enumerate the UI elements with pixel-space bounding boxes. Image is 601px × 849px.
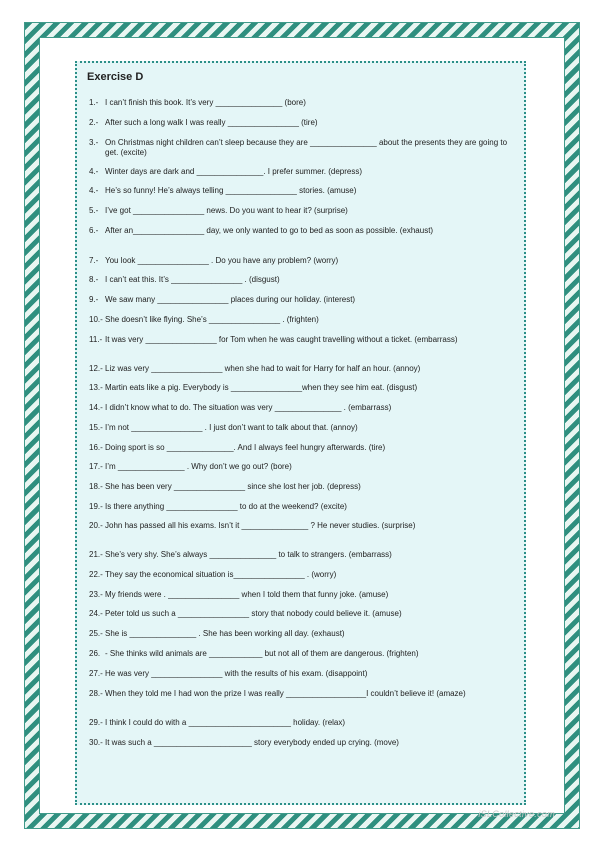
exercise-item-3 (89, 138, 519, 158)
item-number: 27.- (89, 669, 103, 678)
exercise-item-8 (89, 275, 519, 285)
item-text: She has been very ________________ since she lost her job. (depress) (105, 482, 361, 491)
item-text: My friends were . ________________ when I told them that funny joke. (amuse) (105, 590, 389, 599)
exercise-item-11 (89, 335, 519, 345)
watermark: iSLCollective.com (478, 809, 555, 819)
exercise-item-4 (89, 167, 519, 177)
exercise-item-27 (89, 669, 519, 679)
item-text: I think I could do with a _______________________ holiday. (relax) (105, 718, 346, 727)
item-text: It was such a ______________________ story everybody ended up crying. (move) (105, 738, 399, 747)
exercise-item-16 (89, 443, 519, 453)
item-number: 15.- (89, 423, 103, 432)
item-number: 6.- (89, 226, 99, 235)
item-number: 26. (89, 649, 101, 658)
exercise-item-28 (89, 689, 519, 699)
exercise-item-30 (89, 738, 519, 748)
exercise-item-1 (89, 98, 519, 108)
item-number: 21.- (89, 550, 103, 559)
exercise-item-19 (89, 502, 519, 512)
exercise-item-17 (89, 462, 519, 472)
item-number: 28.- (89, 689, 103, 698)
exercise-item-6 (89, 226, 519, 236)
item-text: John has passed all his exams. Isn’t it _______________ ? He never studies. (surprise) (105, 521, 416, 530)
item-number: 11.- (89, 335, 103, 344)
item-number: 22.- (89, 570, 103, 579)
item-text: Peter told us such a ________________ story that nobody could believe it. (amuse) (105, 609, 402, 618)
item-text: It was very ________________ for Tom when he was caught travelling without a ticket. (embarrass) (105, 335, 458, 344)
item-text: She’s very shy. She’s always _______________ to talk to strangers. (embarrass) (105, 550, 392, 559)
item-number: 4.- (89, 167, 99, 176)
exercise-item-22 (89, 570, 519, 580)
item-text: On Christmas night children can’t sleep because they are _______________ about the presents they are going to get. (excite) (105, 138, 508, 157)
exercise-item-18 (89, 482, 519, 492)
exercise-item-26 (89, 649, 519, 659)
item-number: 13.- (89, 383, 103, 392)
exercise-item-20 (89, 521, 519, 531)
item-number: 1.- (89, 98, 99, 107)
exercise-item-13 (89, 383, 519, 393)
item-text: I can’t finish this book. It’s very _______________ (bore) (105, 98, 306, 107)
exercise-item-2 (89, 118, 519, 128)
item-text: She doesn’t like flying. She’s ________________ . (frighten) (105, 315, 319, 324)
exercise-item-29 (89, 718, 519, 728)
item-text: Is there anything ________________ to do at the weekend? (excite) (105, 502, 347, 511)
item-text: We saw many ________________ places during our holiday. (interest) (105, 295, 356, 304)
item-number: 29.- (89, 718, 103, 727)
item-number: 10.- (89, 315, 103, 324)
item-text: He was very ________________ with the results of his exam. (disappoint) (105, 669, 368, 678)
item-number: 12.- (89, 364, 103, 373)
item-text: Winter days are dark and _______________. I prefer summer. (depress) (105, 167, 363, 176)
item-text: I’m not ________________ . I just don’t want to talk about that. (annoy) (105, 423, 358, 432)
item-text: After an________________ day, we only wanted to go to bed as soon as possible. (exhaust) (105, 226, 434, 235)
exercise-item-25 (89, 629, 519, 639)
exercise-item-14 (89, 403, 519, 413)
exercise-item-23 (89, 590, 519, 600)
item-text: She is _______________ . She has been working all day. (exhaust) (105, 629, 345, 638)
exercise-item-21 (89, 550, 519, 560)
item-number: 9.- (89, 295, 99, 304)
item-text: He’s so funny! He’s always telling ________________ stories. (amuse) (105, 186, 357, 195)
exercise-item-12 (89, 364, 519, 374)
item-number: 4.- (89, 186, 99, 195)
item-text: I’m _______________ . Why don’t we go out? (bore) (105, 462, 292, 471)
item-text: When they told me I had won the prize I was really __________________I couldn’t believe it! (amaze) (105, 689, 466, 698)
item-number: 8.- (89, 275, 99, 284)
item-number: 2.- (89, 118, 99, 127)
item-number: 18.- (89, 482, 103, 491)
exercise-sheet (75, 61, 526, 805)
item-number: 24.- (89, 609, 103, 618)
item-number: 7.- (89, 256, 99, 265)
exercise-item-5 (89, 206, 519, 216)
item-text: I’ve got ________________ news. Do you want to hear it? (surprise) (105, 206, 348, 215)
item-text: After such a long walk I was really ________________ (tire) (105, 118, 318, 127)
exercise-item-15 (89, 423, 519, 433)
item-number: 23.- (89, 590, 103, 599)
item-text: They say the economical situation is________________ . (worry) (105, 570, 337, 579)
exercise-title: Exercise D (87, 71, 144, 83)
item-number: 14.- (89, 403, 103, 412)
item-number: 30.- (89, 738, 103, 747)
exercise-item-7 (89, 256, 519, 266)
item-text: I didn’t know what to do. The situation was very _______________ . (embarrass) (105, 403, 392, 412)
item-number: 3.- (89, 138, 99, 147)
exercise-item-24 (89, 609, 519, 619)
exercise-item-10 (89, 315, 519, 325)
item-text: Doing sport is so _______________. And I always feel hungry afterwards. (tire) (105, 443, 386, 452)
item-number: 25.- (89, 629, 103, 638)
item-number: 20.- (89, 521, 103, 530)
item-number: 19.- (89, 502, 103, 511)
item-number: 16.- (89, 443, 103, 452)
item-text: Liz was very ________________ when she had to wait for Harry for half an hour. (annoy) (105, 364, 421, 373)
item-text: Martin eats like a pig. Everybody is ________________when they see him eat. (disgust) (105, 383, 418, 392)
item-text: - She thinks wild animals are ____________ but not all of them are dangerous. (frighten) (105, 649, 419, 658)
item-text: I can’t eat this. It’s ________________ . (disgust) (105, 275, 280, 284)
item-text: You look ________________ . Do you have any problem? (worry) (105, 256, 339, 265)
item-number: 17.- (89, 462, 103, 471)
item-number: 5.- (89, 206, 99, 215)
exercise-item-9 (89, 295, 519, 305)
exercise-item-4b (89, 186, 519, 196)
